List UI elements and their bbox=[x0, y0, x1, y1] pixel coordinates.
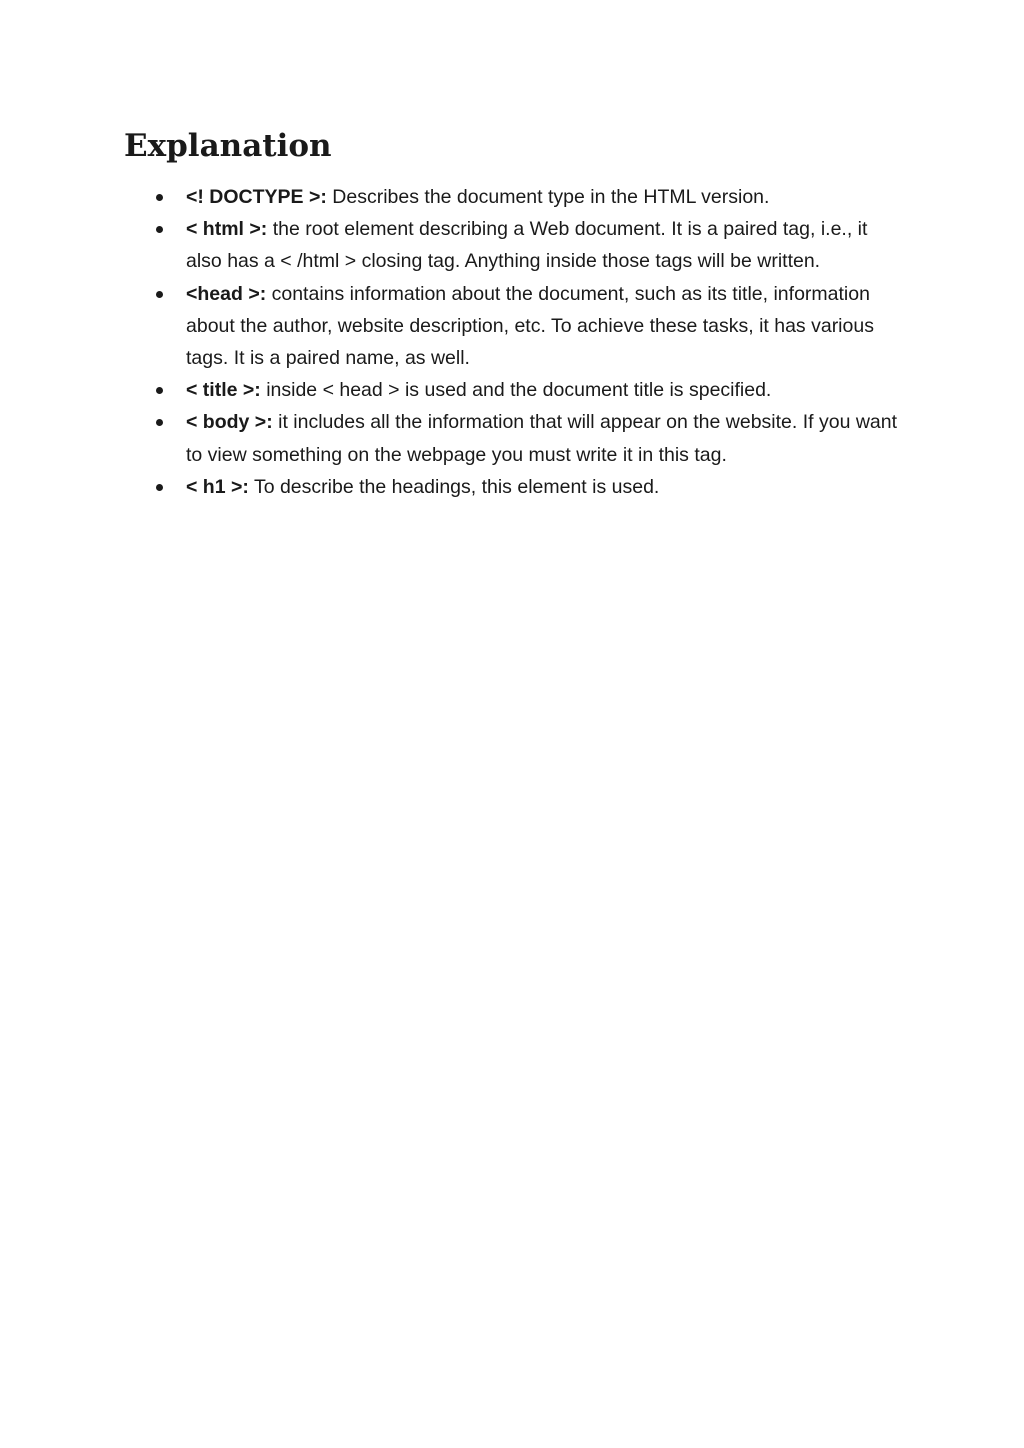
bullet-icon bbox=[156, 226, 163, 233]
list-item-text: the root element describing a Web document. It is a paired tag, i.e., it also has a < /html > closing tag. Anything inside those tags will be written. bbox=[186, 218, 868, 273]
list-item-term: <! DOCTYPE >: bbox=[186, 186, 327, 208]
list-item-text: it includes all the information that will appear on the website. If you want to view something on the webpage you must write it in this tag. bbox=[186, 411, 898, 466]
bullet-icon bbox=[156, 484, 163, 491]
list-item-doctype bbox=[155, 181, 907, 213]
list-item-term: < h1 >: bbox=[186, 475, 249, 498]
list-item-body bbox=[155, 406, 907, 470]
list-item-term: < body >: bbox=[186, 411, 273, 434]
list-item-title bbox=[155, 374, 907, 406]
list-item-term: < html >: bbox=[186, 218, 268, 241]
list-item-text: Describes the document type in the HTML version. bbox=[326, 186, 770, 208]
list-item-text: contains information about the document, such as its title, information about the author, website description, etc. To achieve these tasks, it has various tags. It is a paired name, as well. bbox=[186, 282, 874, 370]
explanation-list bbox=[155, 181, 907, 503]
list-item-head bbox=[155, 278, 907, 375]
list-item-term: <head >: bbox=[186, 282, 267, 305]
list-item-term: < title >: bbox=[186, 379, 261, 402]
bullet-icon bbox=[156, 194, 163, 201]
list-item-text: To describe the headings, this element is used. bbox=[248, 475, 660, 498]
list-item-text: inside < head > is used and the document title is specified. bbox=[260, 379, 772, 402]
bullet-icon bbox=[156, 291, 163, 298]
page-title: Explanation bbox=[124, 128, 332, 164]
list-item-h1 bbox=[155, 471, 907, 503]
bullet-icon bbox=[156, 419, 163, 426]
list-item-html bbox=[155, 213, 907, 277]
bullet-icon bbox=[156, 387, 163, 394]
